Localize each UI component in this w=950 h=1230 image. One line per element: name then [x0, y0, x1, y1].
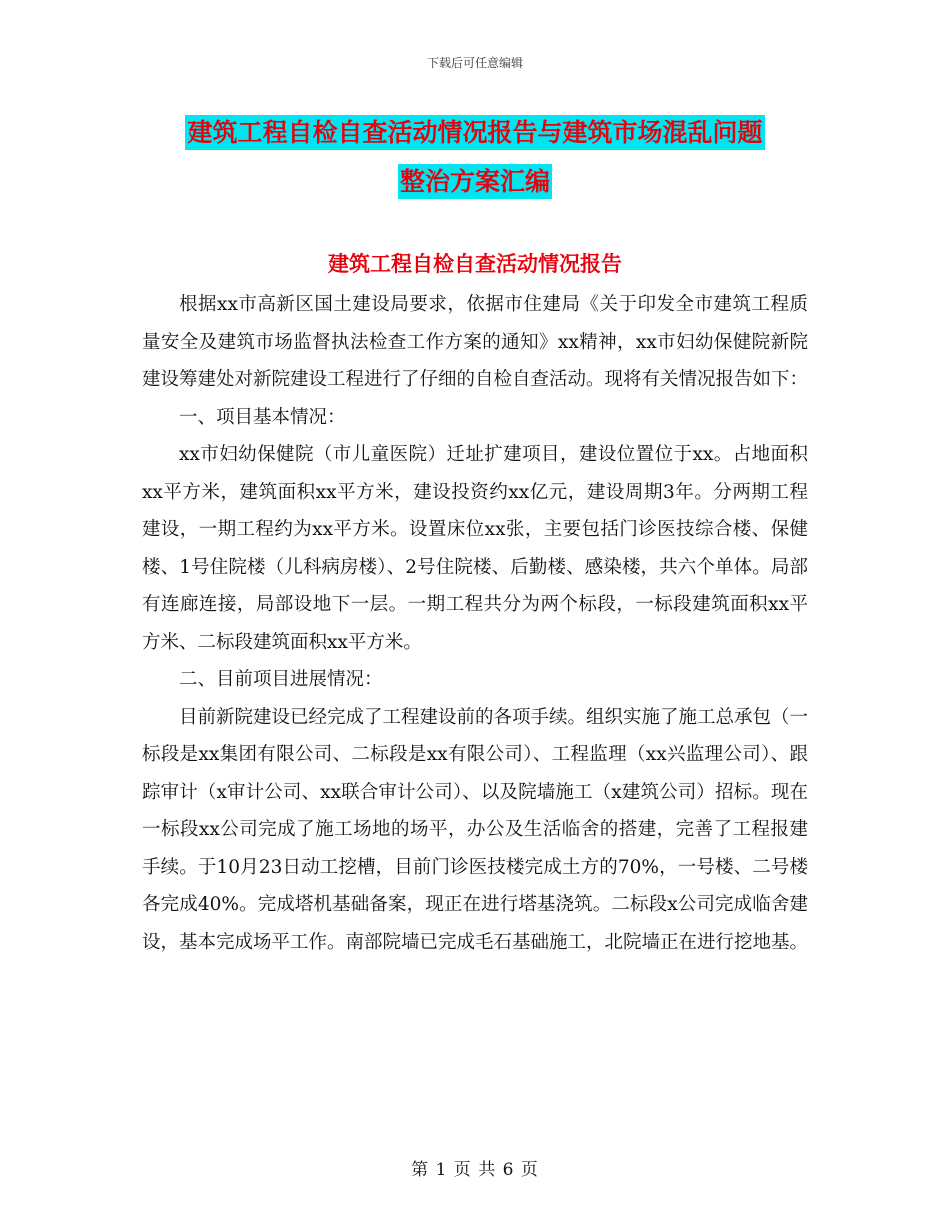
section-title: 建筑工程自检自查活动情况报告	[328, 252, 622, 276]
heading-project-basics: 一、项目基本情况：	[179, 406, 346, 428]
heading-project-progress: 二、目前项目进展情况：	[179, 669, 383, 690]
page-header-note: 下载后可任意编辑	[426, 56, 523, 70]
document-main-title	[140, 108, 810, 206]
paragraph-project-progress: 目前新院建设已经完成了工程建设前的各项手续。组织实施了施工总承包（一标段是xx集团有限公司、二标段是xx有限公司）、工程监理（xx兴监理公司）、跟踪审计（x审计公司、xx联合审计公司）、以及院墙施工（x建筑公司）招标。现在一标段xx公司完成了施工场地的场平，办公及生活临舍的搭建，完善了工程报建手续。于10月23日动工挖槽，目前门诊医技楼完成土方的70%，一号楼、二号楼各完成40%。完成塔机基础备案，现正在进行塔基浇筑。二标段x公司完成临舍建设，基本完成场平工作。南部院墙已完成毛石基础施工，北院墙正在进行挖地基。	[142, 706, 809, 953]
paragraph-project-basics: xx市妇幼保健院（市儿童医院）迁址扩建项目，建设位置位于xx。占地面积xx平方米，建筑面积xx平方米，建设投资约xx亿元，建设周期3年。分两期工程建设，一期工程约为xx平方米。设置床位xx张，主要包括门诊医技综合楼、保健楼、1号住院楼（儿科病房楼）、2号住院楼、后勤楼、感染楼，共六个单体。局部有连廊连接，局部设地下一层。一期工程共分为两个标段，一标段建筑面积xx平方米、二标段建筑面积xx平方米。	[142, 444, 808, 653]
page-footer-indicator: 第 1 页 共 6 页	[411, 1160, 539, 1180]
paragraph-intro: 根据xx市高新区国土建设局要求，依据市住建局《关于印发全市建筑工程质量安全及建筑市场监督执法检查工作方案的通知》xx精神，xx市妇幼保健院新院建设筹建处对新院建设工程进行了仔细的自检自查活动。现将有关情况报告如下：	[142, 294, 809, 390]
main-title-line-1: 建筑工程自检自查活动情况报告与建筑市场混乱问题	[185, 115, 764, 150]
main-title-line-2: 整治方案汇编	[398, 164, 552, 199]
document-body	[142, 286, 808, 961]
